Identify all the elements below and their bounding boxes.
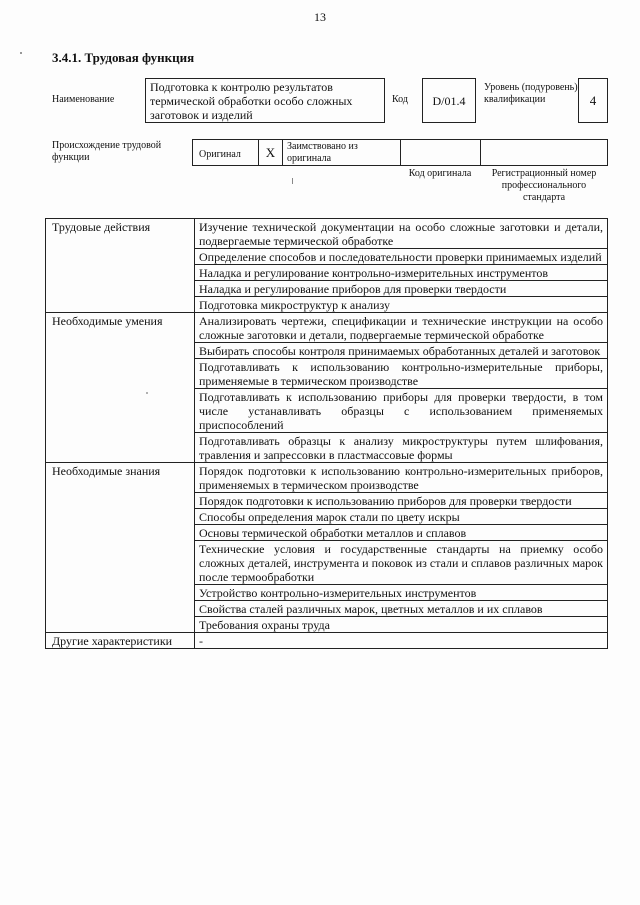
function-details-table [45, 218, 608, 649]
item-cell: Подготавливать к использованию приборы для проверки твердости, в том числе устанавливать образцы с использованием применяемых приспособлений [195, 389, 608, 433]
name-label: Наименование [52, 94, 115, 105]
item-cell: Устройство контрольно-измерительных инструментов [195, 585, 608, 601]
qualification-level-field: 4 [578, 78, 608, 123]
item-cell: Наладка и регулирование контрольно-измерительных инструментов [195, 265, 608, 281]
code-label: Код [392, 94, 408, 105]
table-row [46, 463, 608, 493]
original-code-caption: Код оригинала [408, 168, 472, 179]
item-cell: Выбирать способы контроля принимаемых обработанных деталей и заготовок [195, 343, 608, 359]
function-code-field: D/01.4 [422, 78, 476, 123]
function-name-field: Подготовка к контролю результатов термической обработки особо сложных заготовок и изделий [145, 78, 385, 123]
item-cell: Подготавливать к использованию контрольно-измерительные приборы, применяемые в термическом производстве [195, 359, 608, 389]
category-cell: Необходимые знания [46, 463, 195, 633]
item-cell: Определение способов и последовательности проверки принимаемых изделий [195, 249, 608, 265]
item-cell: Порядок подготовки к использованию контрольно-измерительных приборов, применяемых в термическом производстве [195, 463, 608, 493]
original-code-cell [401, 140, 481, 165]
item-cell: Наладка и регулирование приборов для проверки твердости [195, 281, 608, 297]
table-row [46, 219, 608, 249]
table-row [46, 313, 608, 343]
origin-row [192, 139, 608, 166]
qualification-level-label: Уровень (подуровень) квалификации [484, 82, 578, 105]
scan-mark [292, 178, 293, 184]
section-title: 3.4.1. Трудовая функция [52, 50, 195, 65]
origin-label: Происхождение трудовой функции [52, 140, 162, 163]
registration-number-cell [481, 140, 607, 165]
item-cell: Порядок подготовки к использованию приборов для проверки твердости [195, 493, 608, 509]
category-cell: Трудовые действия [46, 219, 195, 313]
category-cell: Другие характеристики [46, 633, 195, 649]
original-mark: X [259, 140, 283, 165]
category-cell: Необходимые умения [46, 313, 195, 463]
item-cell: Анализировать чертежи, спецификации и технические инструкции на особо сложные заготовки и детали, подвергаемые термической обработке [195, 313, 608, 343]
scan-speck [20, 52, 22, 54]
item-cell: Основы термической обработки металлов и сплавов [195, 525, 608, 541]
original-label: Оригинал [193, 140, 259, 165]
item-cell: Изучение технической документации на особо сложные заготовки и детали, подвергаемые термической обработке [195, 219, 608, 249]
item-cell: Требования охраны труда [195, 617, 608, 633]
item-cell: Подготовка микроструктур к анализу [195, 297, 608, 313]
item-cell: Способы определения марок стали по цвету искры [195, 509, 608, 525]
item-cell: Свойства сталей различных марок, цветных металлов и их сплавов [195, 601, 608, 617]
borrowed-label: Заимствовано из оригинала [283, 140, 401, 165]
table-row [46, 633, 608, 649]
registration-number-caption: Регистрационный номер профессионального стандарта [491, 168, 597, 203]
item-cell: Технические условия и государственные стандарты на приемку особо сложных деталей, инструмента и поковок из стали и сплавов различных марок после термообработки [195, 541, 608, 585]
item-cell: Подготавливать образцы к анализу микроструктуры путем шлифования, травления и запрессовки в пластмассовые формы [195, 433, 608, 463]
page-number: 13 [314, 10, 326, 24]
item-cell: - [195, 633, 608, 649]
